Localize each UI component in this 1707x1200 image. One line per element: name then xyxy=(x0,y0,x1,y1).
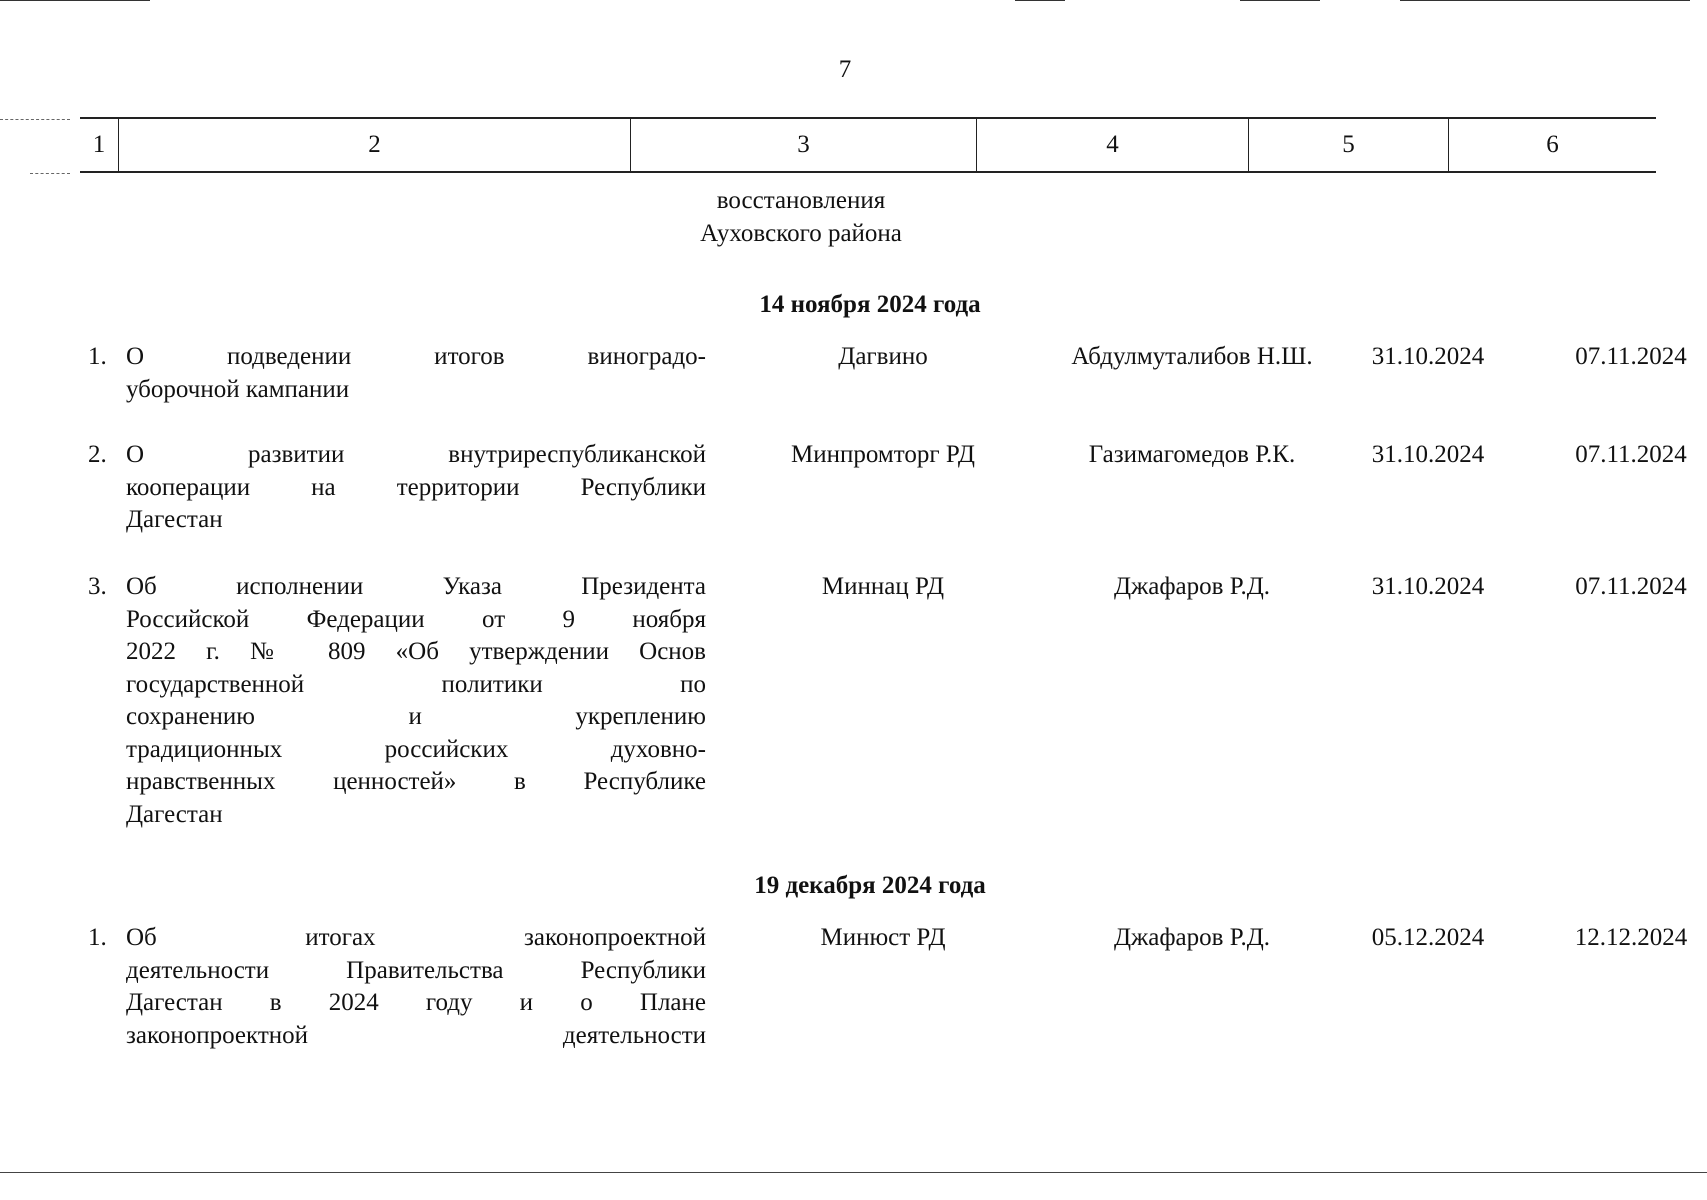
scan-edge-top-left xyxy=(0,0,150,1)
scan-edge-top-mid2 xyxy=(1240,0,1320,1)
row-number: 1. xyxy=(88,924,107,951)
description-line: нравственных ценностей» в Республике xyxy=(126,768,706,795)
row-date-distribution: 07.11.2024 xyxy=(1575,441,1687,468)
description-line: Об итогах законопроектной xyxy=(126,924,706,951)
header-col-3: 3 xyxy=(630,119,976,171)
header-col-1: 1 xyxy=(92,131,106,158)
row-responsible-person: Джафаров Р.Д. xyxy=(1113,573,1271,600)
row-organization: Дагвино xyxy=(838,343,928,370)
scan-edge-left-1 xyxy=(0,119,70,120)
row-organization: Минюст РД xyxy=(820,924,946,951)
description-line: О подведении итогов виноградо- xyxy=(126,343,706,370)
row-description xyxy=(126,571,706,831)
continuation-text xyxy=(628,184,974,250)
header-col-6: 6 xyxy=(1448,119,1656,171)
row-date-submission: 05.12.2024 xyxy=(1371,924,1485,951)
description-line: уборочной кампании xyxy=(126,375,350,403)
table-header-row xyxy=(80,117,1656,173)
row-description xyxy=(126,439,706,537)
row-responsible-person: Газимагомедов Р.К. xyxy=(1088,441,1296,468)
row-organization: Минпромторг РД xyxy=(791,441,975,468)
row-description xyxy=(126,922,706,1052)
row-date-distribution: 12.12.2024 xyxy=(1574,924,1688,951)
scan-edge-bottom xyxy=(0,1172,1707,1173)
description-line: традиционных российских духовно- xyxy=(126,735,706,763)
description-line: Дагестан в 2024 году и о Плане xyxy=(126,989,706,1016)
row-number: 3. xyxy=(88,573,107,600)
section-date-heading: 14 ноября 2024 года xyxy=(759,291,981,318)
row-description xyxy=(126,341,706,406)
description-line: кооперации на территории Республики xyxy=(126,473,706,501)
scan-edge-left-2 xyxy=(30,173,70,174)
description-line: законопроектной деятельности xyxy=(126,1021,706,1049)
continuation-line: восстановления xyxy=(716,187,886,214)
description-line: Дагестан xyxy=(126,800,223,828)
page-number: 7 xyxy=(838,56,852,83)
continuation-line: Ауховского района xyxy=(700,220,902,247)
description-line: Дагестан xyxy=(126,506,223,533)
row-responsible-person: Абдулмуталибов Н.Ш. xyxy=(1071,343,1313,370)
row-date-distribution: 07.11.2024 xyxy=(1575,573,1687,600)
row-organization: Миннац РД xyxy=(821,573,945,600)
header-col-5: 5 xyxy=(1248,119,1448,171)
row-date-submission: 31.10.2024 xyxy=(1371,441,1485,468)
description-line: 2022 г. № 809 «Об утверждении Основ xyxy=(126,638,706,665)
row-date-submission: 31.10.2024 xyxy=(1371,343,1485,370)
header-col-2: 2 xyxy=(118,119,630,171)
section-date-heading: 19 декабря 2024 года xyxy=(754,872,986,899)
row-date-submission: 31.10.2024 xyxy=(1371,573,1485,600)
description-line: О развитии внутриреспубликанской xyxy=(126,441,706,468)
header-col-4: 4 xyxy=(976,119,1248,171)
description-line: Российской Федерации от 9 ноября xyxy=(126,605,706,633)
scan-edge-top-mid xyxy=(1015,0,1065,1)
description-line: сохранению и укреплению xyxy=(126,703,706,730)
description-line: Об исполнении Указа Президента xyxy=(126,573,706,600)
row-responsible-person: Джафаров Р.Д. xyxy=(1113,924,1271,951)
description-line: государственной политики по xyxy=(126,670,706,698)
row-number: 2. xyxy=(88,441,107,468)
row-date-distribution: 07.11.2024 xyxy=(1575,343,1687,370)
description-line: деятельности Правительства Республики xyxy=(126,956,706,984)
row-number: 1. xyxy=(88,343,107,370)
scan-edge-top-right xyxy=(1400,0,1690,1)
